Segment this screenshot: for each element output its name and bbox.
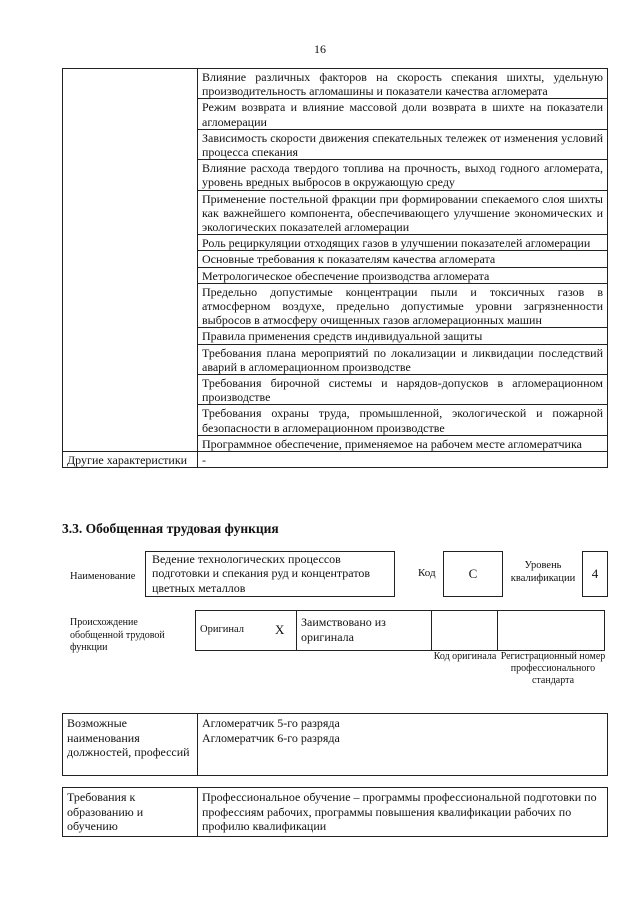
knowledge-item: Режим возврата и влияние массовой доли возврата в шихте на показатели агломерации	[198, 99, 608, 129]
origin-table	[195, 610, 605, 651]
other-characteristics-label: Другие характеристики	[63, 452, 198, 468]
code-original-caption: Код оригинала	[433, 651, 497, 662]
positions-values-cell	[198, 714, 608, 776]
education-label: Требования к образованию и обучению	[63, 788, 198, 837]
knowledge-item: Требования охраны труда, промышленной, экологической и пожарной безопасности в агломерационном производстве	[198, 405, 608, 435]
knowledge-item: Основные требования к показателям качества агломерата	[198, 251, 608, 267]
position-item: Агломератчик 5-го разряда	[202, 716, 340, 730]
knowledge-item: Зависимость скорости движения спекательных тележек от изменения условий процесса спекания	[198, 129, 608, 159]
code-original-cell	[432, 611, 498, 651]
page-number: 16	[314, 42, 326, 56]
knowledge-item: Влияние расхода твердого топлива на прочность, выход годного агломерата, уровень вредных выбросов в окружающую среду	[198, 160, 608, 190]
knowledge-item: Требования плана мероприятий по локализации и ликвидации последствий аварий в агломерационном производстве	[198, 344, 608, 374]
level-label: Уровень квалификации	[510, 560, 576, 584]
table-row	[63, 788, 608, 837]
reg-number-cell	[498, 611, 605, 651]
knowledge-item: Предельно допустимые концентрации пыли и токсичных газов в атмосферном воздухе, предельно допустимые уровни загрязненности выбросов в атмосферу очищенных газов агломерационных машин	[198, 283, 608, 328]
education-table	[62, 787, 608, 837]
table-row	[63, 69, 608, 99]
borrowed-label: Заимствовано из оригинала	[297, 611, 432, 651]
knowledge-label-cell	[63, 69, 198, 452]
code-box	[443, 551, 503, 597]
name-value: Ведение технологических процессов подготовки и спекания руд и концентратов цветных металлов	[152, 552, 371, 595]
knowledge-item: Применение постельной фракции при формировании спекаемого слоя шихты как важнейшего компонента, обеспечивающего улучшение экономических и экологических показателей агломерации	[198, 190, 608, 235]
table-row	[63, 452, 608, 468]
level-box	[582, 551, 608, 597]
positions-table	[62, 713, 608, 776]
code-label: Код	[418, 567, 436, 579]
knowledge-item: Роль рециркуляции отходящих газов в улучшении показателей агломерации	[198, 235, 608, 251]
reg-number-caption: Регистрационный номер профессионального стандарта	[500, 651, 606, 686]
knowledge-item: Программное обеспечение, применяемое на рабочем месте агломератчика	[198, 435, 608, 451]
position-item: Агломератчик 6-го разряда	[202, 730, 340, 745]
knowledge-item: Влияние различных факторов на скорость спекания шихты, удельную производительность агломашины и показатели качества агломерата	[198, 69, 608, 99]
origin-label: Происхождение обобщенной трудовой функции	[70, 617, 165, 653]
education-value: Профессиональное обучение – программы профессиональной подготовки по профессиям рабочих, программы повышения квалификации рабочих по профилю квалификации	[198, 788, 608, 837]
other-characteristics-value: -	[198, 452, 608, 468]
name-value-box	[145, 551, 395, 597]
knowledge-item: Правила применения средств индивидуальной защиты	[198, 328, 608, 344]
original-label: Оригинал	[196, 611, 264, 651]
code-value: С	[468, 566, 478, 581]
knowledge-item: Требования бирочной системы и нарядов-допусков в агломерационном производстве	[198, 375, 608, 405]
table-row	[63, 714, 608, 776]
table-row	[196, 611, 605, 651]
level-value: 4	[591, 566, 599, 581]
section-title: 3.3. Обобщенная трудовая функция	[62, 521, 279, 536]
knowledge-item: Метрологическое обеспечение производства агломерата	[198, 267, 608, 283]
positions-label: Возможные наименования должностей, профессий	[63, 714, 198, 776]
original-mark: X	[264, 611, 297, 651]
name-label: Наименование	[70, 571, 136, 582]
knowledge-table	[62, 68, 608, 468]
